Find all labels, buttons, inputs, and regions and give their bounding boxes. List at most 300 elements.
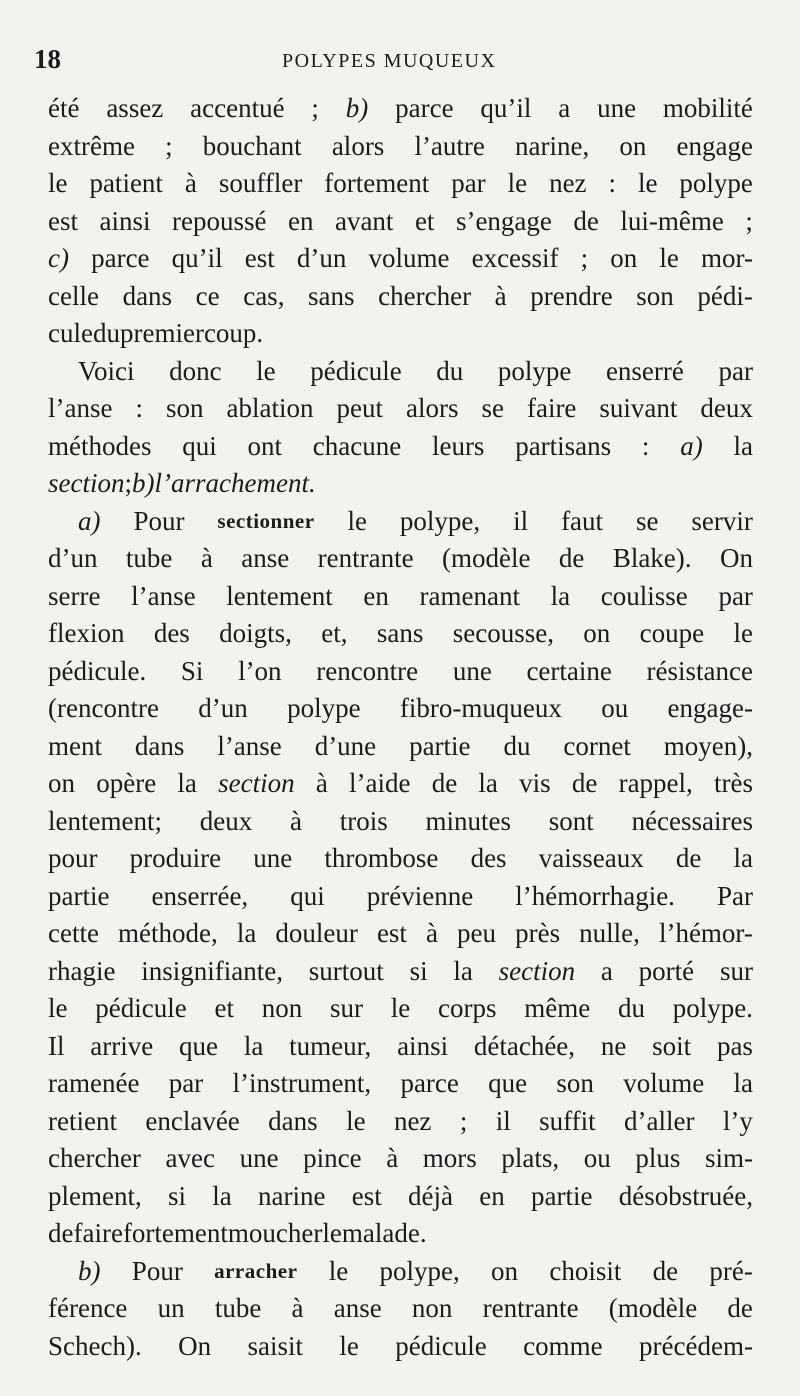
word: faut: [561, 505, 604, 536]
word: méthodes: [48, 430, 152, 461]
word: ment: [48, 730, 102, 761]
word: polype,: [379, 1255, 460, 1286]
word: une: [452, 655, 492, 686]
word: il: [513, 505, 529, 536]
word: anse: [333, 1293, 382, 1323]
word: retient: [48, 1105, 117, 1136]
word: pas: [716, 1030, 753, 1061]
word: Schech).: [48, 1330, 142, 1361]
word: porté: [638, 955, 695, 986]
text-line: [48, 878, 753, 916]
word: a: [558, 93, 571, 123]
word: tube: [214, 1293, 262, 1323]
word: :: [641, 430, 650, 461]
text-line: [48, 465, 753, 503]
word: s’engage: [455, 205, 552, 236]
word: partie: [531, 1180, 593, 1211]
word: alors: [405, 393, 459, 423]
word: fibro-muqueux: [399, 693, 562, 723]
text-line: [48, 953, 753, 991]
word: par: [718, 580, 753, 611]
text-line: [48, 803, 753, 841]
word: fortement: [122, 1218, 228, 1248]
word: très: [714, 768, 753, 798]
word: plement,: [48, 1180, 142, 1211]
word: vaisseaux: [538, 843, 644, 873]
word: narine: [258, 1180, 326, 1211]
word: le: [339, 1330, 359, 1361]
text-line: [48, 1028, 753, 1066]
word: de: [727, 1293, 753, 1323]
word: cule: [48, 318, 93, 348]
word: section: [218, 768, 295, 798]
word: de: [48, 1218, 74, 1248]
word: moucher: [227, 1218, 323, 1248]
word: lentement;: [48, 805, 162, 836]
word: de: [431, 768, 458, 798]
word: extrême: [48, 130, 135, 161]
word: douleur: [275, 918, 358, 948]
word: On: [178, 1330, 212, 1361]
running-title: POLYPES MUQUEUX: [282, 50, 497, 72]
word: accentué: [190, 93, 285, 123]
word: le: [507, 168, 528, 198]
word: sur: [329, 993, 363, 1023]
word: d’aller: [624, 1105, 695, 1136]
word: la: [733, 430, 753, 461]
word: d’un: [198, 693, 248, 723]
text-line: [48, 1178, 753, 1216]
word: qui: [182, 430, 217, 461]
word: le: [328, 1255, 349, 1286]
word: de: [573, 205, 599, 236]
word: rentrante: [482, 1293, 579, 1323]
word: l’aide: [349, 768, 411, 798]
word: prendre: [530, 280, 613, 311]
text-line: [48, 240, 753, 278]
word: se: [481, 393, 504, 423]
text-line: [48, 203, 753, 241]
word: ablation: [226, 393, 314, 423]
word: a): [78, 505, 101, 536]
word: ramenée: [48, 1068, 140, 1098]
word: polype: [287, 693, 361, 723]
word: mobilité: [662, 93, 753, 123]
word: mors: [422, 1143, 477, 1173]
word: lui-même: [620, 205, 724, 236]
word: le: [659, 243, 679, 273]
word: pédicule: [310, 355, 402, 386]
text-line: [48, 615, 753, 653]
word: par: [168, 1068, 204, 1098]
word: lentement: [226, 580, 333, 611]
word: est: [376, 918, 407, 948]
text-line: [48, 1253, 753, 1291]
word: l’anse: [48, 393, 113, 423]
word: engage: [676, 130, 753, 161]
word: section: [498, 955, 576, 986]
word: pour: [48, 843, 98, 873]
word: a: [600, 955, 613, 986]
word: rentrante: [317, 543, 414, 573]
word: ;: [745, 205, 753, 236]
word: b): [345, 93, 369, 123]
word: le: [48, 993, 68, 1023]
word: pince: [303, 1143, 362, 1173]
word: volume: [623, 1068, 705, 1098]
word: l’autre: [414, 130, 485, 161]
word: à: [494, 280, 507, 311]
word: la: [733, 1068, 753, 1098]
word: excessif: [471, 243, 559, 273]
word: opère: [96, 768, 157, 798]
word: rappel,: [618, 768, 693, 798]
word: prévienne: [366, 880, 474, 911]
word: est: [351, 1180, 382, 1211]
word: par: [451, 168, 486, 198]
word: méthode,: [118, 918, 218, 948]
word: près: [515, 918, 561, 948]
word: doigts,: [219, 618, 292, 648]
word: la: [733, 843, 753, 873]
word: le: [346, 1105, 366, 1136]
word: coulisse: [600, 580, 688, 611]
word: la: [243, 1030, 264, 1061]
word: vis: [519, 768, 551, 798]
text-line: [48, 1328, 753, 1366]
word: ;: [580, 243, 589, 273]
word: une: [253, 843, 293, 873]
word: et: [214, 993, 234, 1023]
word: nulle,: [579, 918, 640, 948]
word: mor-: [701, 243, 753, 273]
word: une: [239, 1143, 279, 1173]
word: qu’il: [171, 243, 223, 273]
word: deux: [700, 393, 753, 423]
word: qu’il: [480, 93, 532, 123]
word: l’arrachement.: [154, 468, 316, 498]
word: coup.: [203, 318, 264, 348]
word: sur: [719, 955, 753, 986]
word: cas,: [243, 280, 285, 311]
word: précédem-: [639, 1330, 753, 1361]
text-line: [48, 90, 753, 128]
word: chercher: [378, 280, 472, 311]
word: coupe: [639, 618, 705, 648]
word: comme: [523, 1330, 603, 1361]
word: polype,: [399, 505, 481, 536]
word: produire: [129, 843, 222, 873]
text-line: [48, 1290, 753, 1328]
word: surtout: [308, 955, 384, 986]
word: corps: [437, 993, 497, 1023]
word: certaine: [526, 655, 612, 686]
word: par: [718, 355, 753, 386]
word: à: [386, 1143, 399, 1173]
word: partisans: [515, 430, 612, 461]
word: ont: [247, 430, 283, 461]
word: polype: [679, 168, 753, 198]
word: une: [597, 93, 637, 123]
word: et: [414, 205, 435, 236]
word: :: [135, 393, 143, 423]
word: assez: [106, 93, 164, 123]
word: ;: [165, 130, 173, 161]
text-line: [48, 840, 753, 878]
word: partie: [409, 730, 471, 761]
word: à: [184, 168, 197, 198]
word: que: [179, 1030, 219, 1061]
word: du: [92, 318, 120, 348]
word: parce: [91, 243, 150, 273]
word: premier: [119, 318, 204, 348]
word: le: [322, 1218, 342, 1248]
word: rencontre: [316, 655, 419, 686]
word: l’on: [238, 655, 282, 686]
word: cornet: [563, 730, 631, 761]
text-line: [48, 1140, 753, 1178]
word: l’y: [722, 1105, 753, 1136]
word: trois: [339, 805, 388, 836]
word: son: [165, 393, 204, 423]
word: l’anse: [131, 580, 196, 611]
word: pédi-: [697, 280, 753, 311]
word: rhagie: [48, 955, 116, 986]
word: souffler: [218, 168, 303, 198]
word: bouchant: [202, 130, 302, 161]
word: fortement: [324, 168, 430, 198]
word: non: [261, 993, 303, 1023]
word: Blake).: [612, 543, 692, 573]
word: donc: [169, 355, 222, 386]
text-line: [48, 915, 753, 953]
word: du: [436, 355, 464, 386]
word: des: [470, 843, 507, 873]
word: d’un: [48, 543, 98, 573]
word: dans: [268, 1105, 318, 1136]
word: détachée,: [473, 1030, 576, 1061]
text-line: [48, 390, 753, 428]
word: pédicule: [95, 993, 187, 1023]
word: (modèle: [442, 543, 531, 573]
word: son: [556, 1068, 594, 1098]
word: soit: [652, 1030, 692, 1061]
word: le: [390, 993, 411, 1023]
word: parce: [400, 1068, 459, 1098]
word: peut: [336, 393, 383, 423]
word: la: [453, 955, 473, 986]
word: serre: [48, 580, 101, 611]
word: faire: [526, 393, 577, 423]
word: malade.: [341, 1218, 427, 1248]
word: ne: [600, 1030, 627, 1061]
word: repoussé: [172, 205, 267, 236]
text-line: [48, 1215, 753, 1253]
word: en: [363, 580, 389, 611]
word: sont: [548, 805, 594, 836]
word: volume: [368, 243, 450, 273]
word: de: [652, 1255, 679, 1286]
word: on: [619, 130, 647, 161]
page-header: [34, 44, 760, 80]
word: nez: [549, 168, 587, 198]
word: leurs: [431, 430, 485, 461]
text-line: [48, 728, 753, 766]
word: chercher: [48, 1143, 141, 1173]
word: plats,: [501, 1143, 560, 1173]
word: tumeur,: [289, 1030, 372, 1061]
word: de: [675, 843, 702, 873]
word: que: [488, 1068, 528, 1098]
word: ;: [311, 93, 319, 123]
word: ou: [583, 1143, 611, 1173]
word: engage-: [667, 693, 753, 723]
text-line: [48, 353, 753, 391]
word: insignifiante,: [141, 955, 283, 986]
word: ou: [601, 693, 629, 723]
text-line: [48, 1103, 753, 1141]
text-line: [48, 990, 753, 1028]
word: a): [680, 430, 703, 461]
word: b): [78, 1255, 101, 1286]
word: ainsi: [99, 205, 151, 236]
word: pédicule.: [48, 655, 147, 686]
word: moyen),: [663, 730, 753, 761]
word: la: [212, 1180, 232, 1211]
word: et,: [321, 618, 348, 648]
text-line: [48, 315, 753, 353]
word: deux: [199, 805, 253, 836]
text-line: [48, 165, 753, 203]
word: est: [48, 205, 78, 236]
word: Si: [180, 655, 204, 686]
word: la: [478, 768, 498, 798]
word: pédicule: [395, 1330, 487, 1361]
word: du: [617, 993, 645, 1023]
word: (modèle: [608, 1293, 698, 1323]
word: suivant: [599, 393, 678, 423]
word: la: [236, 918, 257, 948]
text-line: [48, 428, 753, 466]
word: en: [479, 1180, 505, 1211]
word: arrive: [90, 1030, 154, 1061]
word: l’hémor-: [658, 918, 753, 948]
word: d’un: [296, 243, 347, 273]
word: dans: [134, 730, 185, 761]
word: tube: [125, 543, 173, 573]
word: est: [244, 243, 275, 273]
word: servir: [691, 505, 753, 536]
word: enserrée,: [151, 880, 249, 911]
text-line: [48, 1065, 753, 1103]
word: d’une: [314, 730, 377, 761]
word: polype: [497, 355, 572, 386]
word: polype.: [672, 993, 753, 1023]
word: choisit: [549, 1255, 622, 1286]
word: des: [153, 618, 190, 648]
word: arracher: [214, 1258, 298, 1283]
word: ramenant: [419, 580, 520, 611]
word: qui: [290, 880, 325, 911]
word: on: [583, 618, 611, 648]
word: à: [291, 1293, 304, 1323]
word: On: [719, 543, 753, 573]
word: peu: [457, 918, 497, 948]
word: le: [637, 168, 658, 198]
word: de: [571, 768, 598, 798]
word: du: [503, 730, 531, 761]
word: :: [608, 168, 617, 198]
word: saisit: [247, 1330, 304, 1361]
word: l’hémorrhagie.: [515, 880, 675, 911]
word: cette: [48, 918, 99, 948]
word: à: [289, 805, 302, 836]
word: parce: [395, 93, 454, 123]
word: le: [347, 505, 367, 536]
word: été: [48, 93, 80, 123]
word: en: [287, 205, 314, 236]
word: à: [426, 918, 438, 948]
word: enserré: [605, 355, 684, 386]
word: Par: [716, 880, 753, 911]
word: même: [524, 993, 591, 1023]
word: plus: [635, 1143, 681, 1173]
word: son: [636, 280, 674, 311]
text-line: [48, 278, 753, 316]
word: ce: [195, 280, 220, 311]
word: à: [315, 768, 328, 798]
text-line: [48, 540, 753, 578]
word: partie: [48, 880, 110, 911]
word: b): [132, 468, 155, 498]
word: anse: [241, 543, 290, 573]
text-line: [48, 765, 753, 803]
word: secousse,: [452, 618, 554, 648]
word: le: [733, 618, 753, 648]
word: Voici: [78, 355, 135, 386]
word: Il: [48, 1030, 65, 1061]
word: Pour: [133, 505, 185, 536]
text-line: [48, 578, 753, 616]
text-line: [48, 503, 753, 541]
word: résistance: [646, 655, 753, 686]
word: la: [550, 580, 571, 611]
word: l’instrument,: [232, 1068, 372, 1098]
word: non: [411, 1293, 453, 1323]
word: suffit: [539, 1105, 596, 1136]
word: si: [168, 1180, 187, 1211]
word: sans: [376, 618, 424, 648]
word: l’anse: [217, 730, 282, 761]
word: chacune: [312, 430, 402, 461]
word: avant: [334, 205, 394, 236]
word: avec: [165, 1143, 215, 1173]
word: le: [256, 355, 276, 386]
word: patient: [89, 168, 163, 198]
word: à: [200, 543, 213, 573]
word: pré-: [709, 1255, 753, 1286]
word: ;: [124, 468, 132, 498]
word: nez: [393, 1105, 432, 1136]
word: ainsi: [397, 1030, 449, 1061]
word: narine,: [515, 130, 590, 161]
word: désobstruée,: [618, 1180, 753, 1211]
word: faire: [73, 1218, 123, 1248]
word: on: [610, 243, 638, 273]
word: on: [48, 768, 75, 798]
word: le: [48, 168, 68, 198]
text-line: [48, 653, 753, 691]
